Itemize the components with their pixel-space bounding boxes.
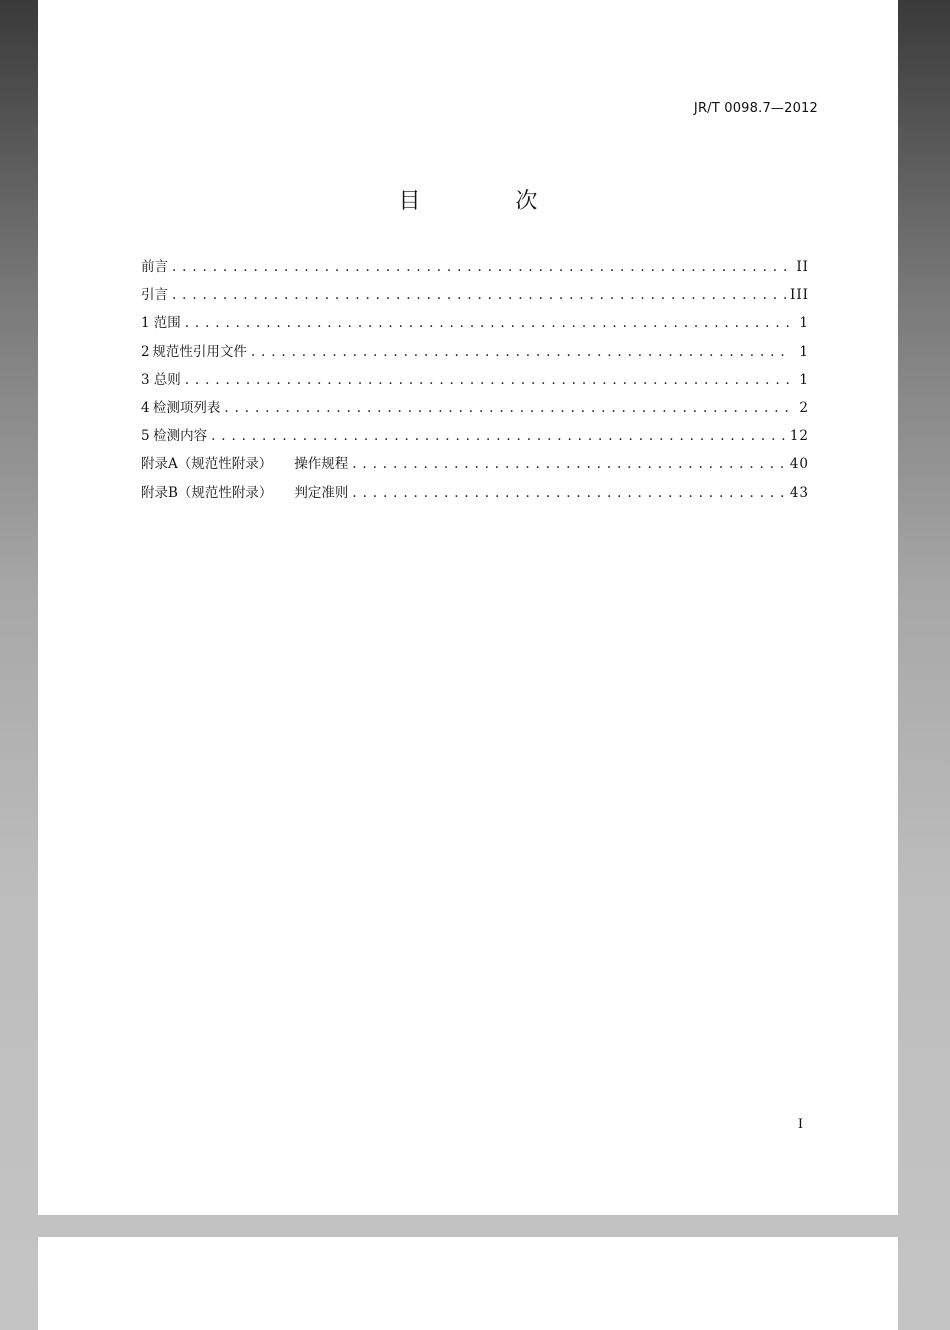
toc-entry-number: 1 — [141, 315, 150, 332]
document-page — [38, 0, 898, 1215]
toc-entry-number: 5 — [141, 428, 150, 445]
toc-entry-scope[interactable] — [141, 311, 809, 339]
table-of-contents — [141, 255, 809, 509]
toc-entry-foreword[interactable] — [141, 255, 809, 283]
toc-leader-dots — [185, 315, 791, 331]
toc-entry-page: III — [790, 287, 809, 304]
toc-entry-page: 43 — [789, 484, 809, 501]
toc-entry-annex-title: 判定准则 — [294, 484, 349, 501]
next-document-page — [38, 1237, 898, 1330]
toc-entry-test-content[interactable] — [141, 424, 809, 452]
toc-entry-page: 1 — [799, 371, 809, 388]
document-code: JR/T 0098.7—2012 — [693, 101, 818, 116]
toc-entry-label: 规范性引用文件 — [152, 343, 247, 360]
page-number: I — [797, 1117, 803, 1132]
toc-entry-label: 总则 — [153, 371, 181, 388]
toc-leader-dots — [224, 400, 791, 416]
toc-entry-general[interactable] — [141, 368, 809, 396]
toc-leader-dots — [185, 372, 791, 388]
toc-leader-dots — [352, 456, 786, 472]
toc-entry-introduction[interactable] — [141, 283, 809, 311]
toc-entry-page: 40 — [789, 456, 809, 473]
toc-entry-label: 检测项列表 — [152, 399, 221, 416]
toc-entry-number: 2 — [141, 343, 150, 360]
toc-entry-annex-b[interactable] — [141, 481, 809, 509]
toc-leader-dots — [172, 259, 791, 275]
toc-entry-number: 4 — [141, 399, 150, 416]
toc-entry-page: 2 — [799, 399, 809, 416]
toc-entry-page: 1 — [799, 315, 809, 332]
toc-entry-page: 12 — [789, 428, 809, 445]
toc-leader-dots — [352, 485, 785, 501]
toc-entry-test-item-list[interactable] — [141, 396, 809, 424]
toc-leader-dots — [172, 287, 786, 303]
toc-leader-dots — [251, 344, 791, 360]
toc-entry-annex-title: 操作规程 — [294, 456, 349, 473]
toc-entry-label: 引言 — [141, 287, 168, 304]
toc-entry-label: 范围 — [153, 315, 181, 332]
toc-entry-label: 前言 — [141, 259, 168, 275]
toc-entry-normative-references[interactable] — [141, 340, 809, 368]
toc-entry-label: 附录B（规范性附录） — [141, 484, 273, 501]
toc-entry-annex-a[interactable] — [141, 452, 809, 480]
toc-entry-label: 附录A（规范性附录） — [141, 456, 273, 473]
toc-entry-number: 3 — [141, 371, 150, 388]
toc-entry-label: 检测内容 — [153, 428, 208, 445]
toc-entry-page: 1 — [799, 343, 809, 360]
toc-title: 目 次 — [398, 189, 582, 214]
toc-leader-dots — [211, 428, 786, 444]
toc-entry-page: II — [796, 259, 809, 275]
